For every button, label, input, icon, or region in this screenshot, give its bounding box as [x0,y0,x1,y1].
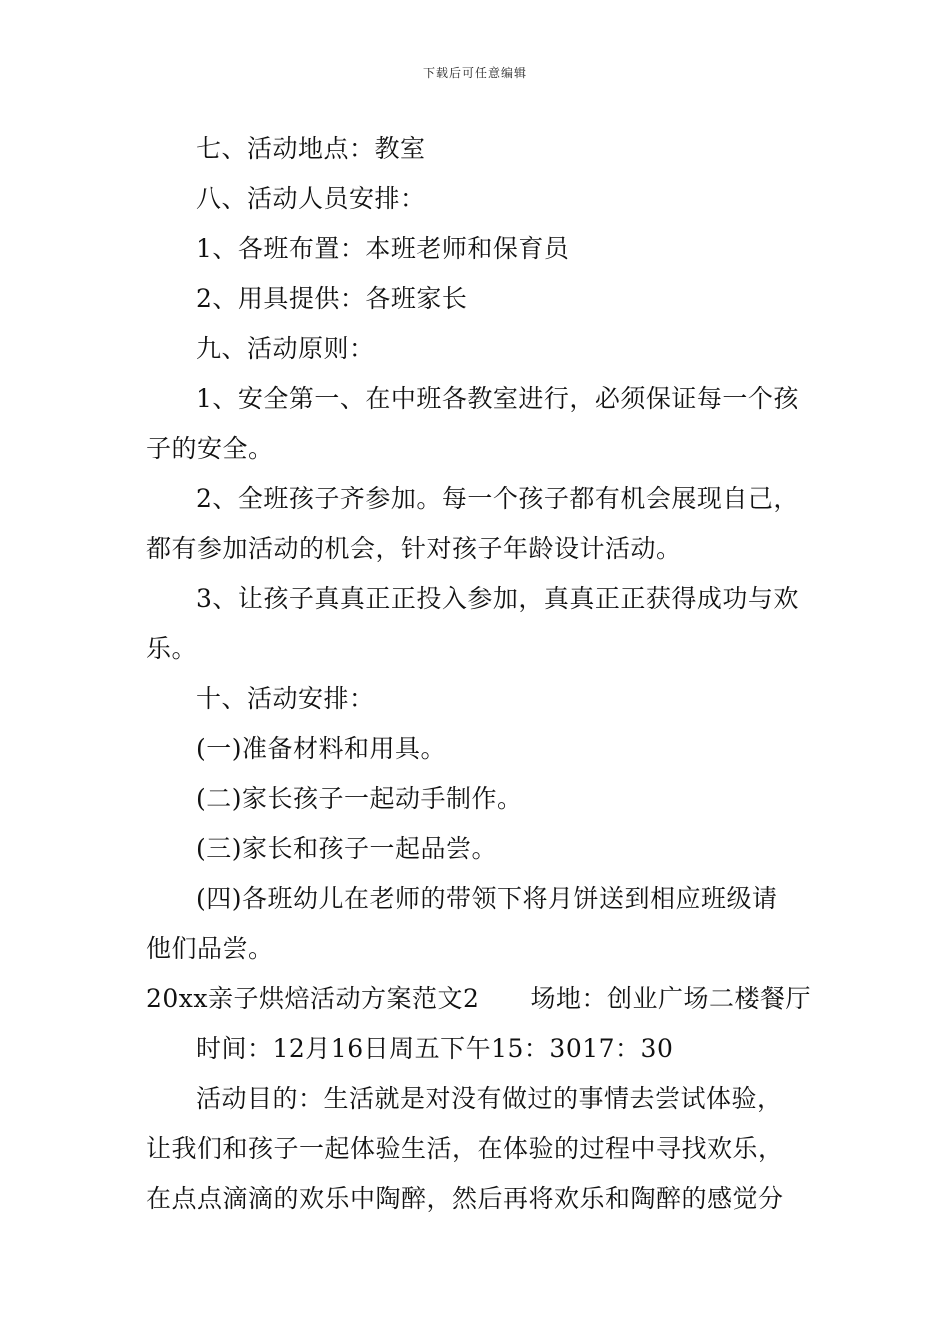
venue-text: 场地：创业广场二楼餐厅 [530,984,811,1013]
paragraph-line: 子的安全。 [146,434,274,463]
paragraph-line: 十、活动安排： [196,684,375,713]
purpose-line: 让我们和孩子一起体验生活，在体验的过程中寻找欢乐， [146,1134,784,1163]
paragraph-line: 他们品尝。 [146,934,274,963]
paragraph-line: (三)家长和孩子一起品尝。 [196,834,498,863]
paragraph-line: 2、用具提供：各班家长 [196,284,468,313]
paragraph-line: 1、安全第一、在中班各教室进行，必须保证每一个孩 [196,384,799,413]
paragraph-line: 1、各班布置：本班老师和保育员 [196,234,570,263]
paragraph-line: 乐。 [146,634,198,663]
section-title: 20xx亲子烘焙活动方案范文2 [146,984,480,1013]
purpose-line: 在点点滴滴的欢乐中陶醉，然后再将欢乐和陶醉的感觉分 [146,1184,784,1213]
document-body [146,124,811,1224]
purpose-line: 活动目的：生活就是对没有做过的事情去尝试体验， [196,1084,783,1113]
paragraph-line: 七、活动地点：教室 [196,134,426,163]
paragraph-line: 3、让孩子真真正正投入参加，真真正正获得成功与欢 [196,584,799,613]
paragraph-line: 九、活动原则： [196,334,375,363]
paragraph-line: (四)各班幼儿在老师的带领下将月饼送到相应班级请 [196,884,778,913]
time-line: 时间：12月16日周五下午15：3017：30 [196,1034,674,1063]
paragraph-line: 2、全班孩子齐参加。每一个孩子都有机会展现自己， [196,484,799,513]
paragraph-line: (二)家长孩子一起动手制作。 [196,784,523,813]
paragraph-line: 都有参加活动的机会，针对孩子年龄设计活动。 [146,534,682,563]
section-heading-row [146,974,811,1024]
paragraph-line: 八、活动人员安排： [196,184,426,213]
header-note: 下载后可任意编辑 [422,66,527,80]
paragraph-line: (一)准备材料和用具。 [196,734,447,763]
